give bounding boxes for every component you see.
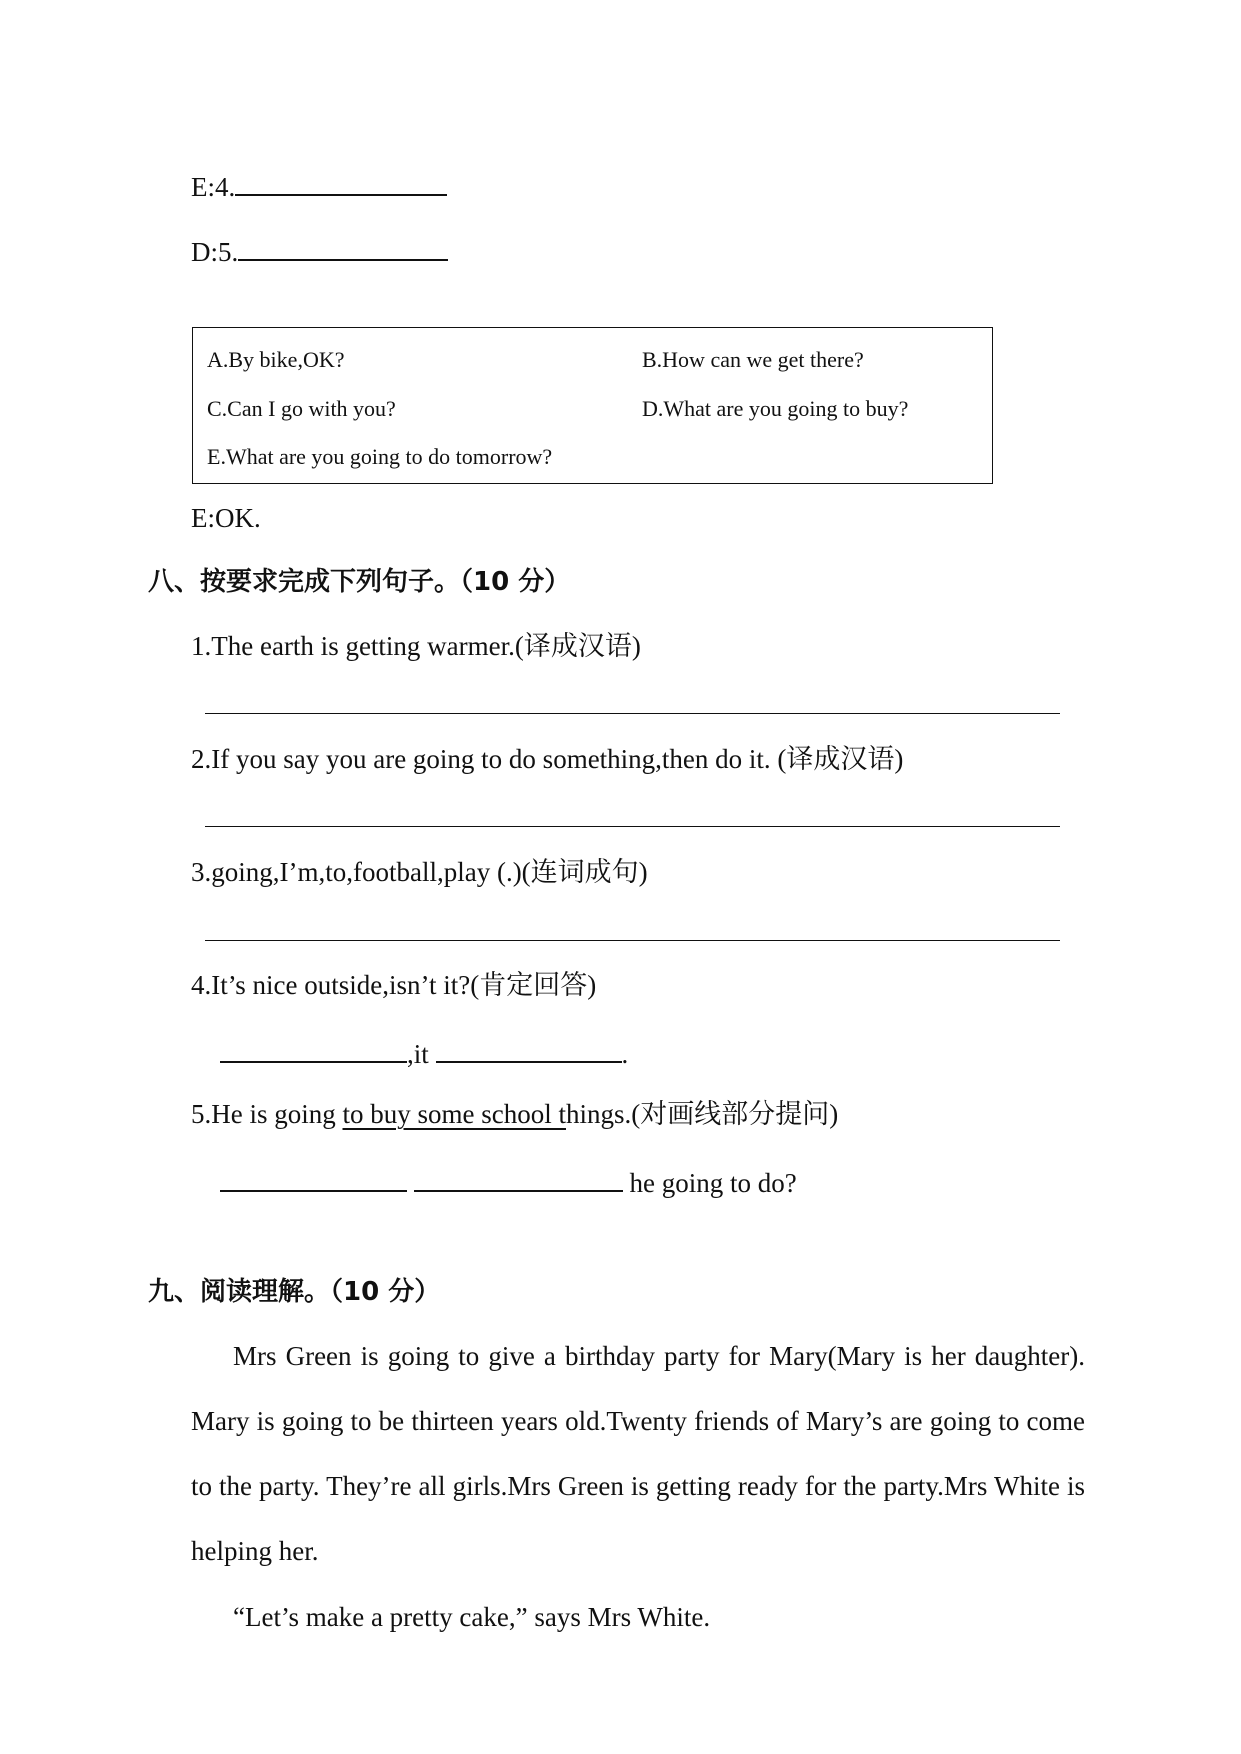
option-e: E.What are you going to do tomorrow? (207, 444, 553, 469)
answer-line-1[interactable] (205, 713, 1060, 714)
answer-blank[interactable] (414, 1164, 623, 1192)
dialogue-line-e4 (191, 168, 447, 203)
answer-blank[interactable] (436, 1035, 622, 1063)
question-1: 1.The earth is getting warmer.(译成汉语) (191, 631, 641, 661)
dialogue-line-d5-text: D:5. (191, 237, 239, 267)
dialogue-line-d5 (191, 233, 448, 268)
dialogue-line-eok: E:OK. (191, 503, 261, 533)
question-2: 2.If you say you are going to do something,then do it. (译成汉语) (191, 744, 904, 774)
answer-line-3[interactable] (205, 940, 1060, 941)
section-8-title: 八、按要求完成下列句子。（10 分） (148, 567, 571, 597)
q5-before: 5.He is going (191, 1099, 343, 1129)
answer-blank[interactable] (220, 1035, 407, 1063)
q4-it-text: ,it (407, 1039, 429, 1069)
answer-blank[interactable] (238, 233, 448, 261)
answer-blank[interactable] (235, 168, 447, 196)
section-9-title: 九、阅读理解。（10 分） (148, 1277, 441, 1307)
option-c: C.Can I go with you? (207, 396, 396, 421)
answer-blank[interactable] (220, 1164, 407, 1192)
dialogue-line-e4-text: E:4. (191, 172, 236, 202)
q4-period: . (621, 1039, 629, 1069)
option-b: B.How can we get there? (642, 347, 864, 372)
question-4: 4.It’s nice outside,isn’t it?(肯定回答) (191, 970, 597, 1000)
q5-answer-end: he going to do? (629, 1168, 797, 1198)
option-d: D.What are you going to buy? (642, 396, 909, 421)
q5-underlined: to buy some school t (342, 1099, 566, 1129)
question-5 (191, 1098, 838, 1130)
option-a: A.By bike,OK? (207, 347, 345, 372)
answer-line-2[interactable] (205, 826, 1060, 827)
reading-quote: “Let’s make a pretty cake,” says Mrs White. (233, 1602, 711, 1632)
q5-after: hings.(对画线部分提问) (566, 1099, 839, 1129)
question-5-answer (220, 1164, 797, 1199)
question-3: 3.going,I’m,to,football,play (.)(连词成句) (191, 857, 648, 887)
question-4-answer (220, 1035, 628, 1070)
reading-paragraph: Mrs Green is going to give a birthday party for Mary(Mary is her daughter). Mary is going to be thirteen years old.Twenty friends of Mary’s are going to come to the party. They’re all girls.Mrs Green is getting ready for the party.Mrs White is helping her. (191, 1341, 1085, 1566)
